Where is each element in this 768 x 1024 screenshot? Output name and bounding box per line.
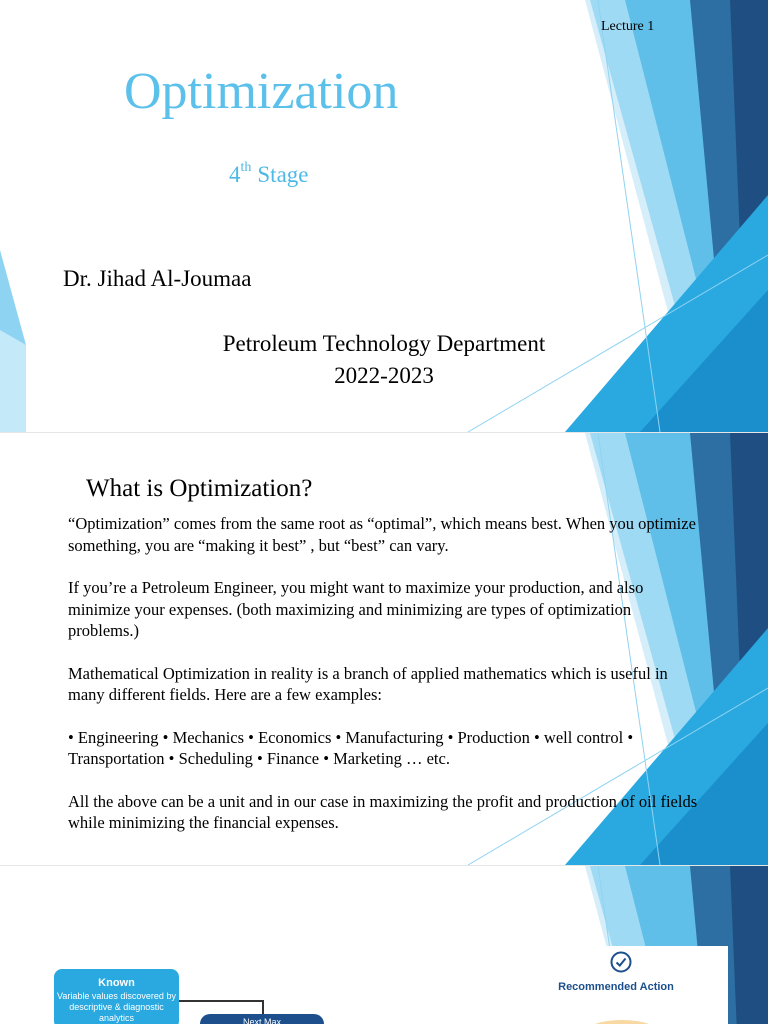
lecture-label: Lecture 1 xyxy=(601,19,655,34)
known-title: Known xyxy=(98,977,135,989)
academic-year: 2022-2023 xyxy=(334,363,434,388)
checkmark-circle-icon xyxy=(610,951,632,973)
recommended-action-label: Recommended Action xyxy=(558,981,674,993)
section-heading: What is Optimization? xyxy=(86,475,313,502)
department-block xyxy=(204,328,564,392)
stage-word: Stage xyxy=(257,162,309,187)
next-box: Next Max xyxy=(200,1014,324,1024)
decorative-blob xyxy=(582,1020,662,1024)
author-name: Dr. Jihad Al-Joumaa xyxy=(63,266,252,291)
recommended-action-card xyxy=(542,946,728,1024)
diagram-slide xyxy=(0,866,768,1024)
paragraph-definition: “Optimization” comes from the same root as “optimal”, which means best. When you optimize something, you are “making it best” , but “best” can vary. xyxy=(68,514,696,555)
title-slide xyxy=(0,0,768,432)
stage-label xyxy=(229,162,309,188)
content-slide xyxy=(0,433,768,865)
paragraph-mathematical: Mathematical Optimization in reality is a branch of applied mathematics which is useful in many different fields. Here are a few examples: xyxy=(68,663,668,704)
body-text xyxy=(68,513,698,855)
stage-suffix: th xyxy=(240,160,252,176)
department-name: Petroleum Technology Department xyxy=(222,331,546,356)
slide-title: Optimization xyxy=(124,63,399,120)
known-description: Variable values discovered by descriptive & diagnostic analytics xyxy=(57,991,176,1023)
paragraph-petroleum: If you’re a Petroleum Engineer, you might want to maximize your production, and also minimize your expenses. (both maximizing and minimizing are types of optimization problems.) xyxy=(68,578,644,640)
stage-number: 4 xyxy=(229,162,241,187)
known-box xyxy=(54,969,179,1024)
paragraph-summary: All the above can be a unit and in our case in maximizing the profit and production of oil fields while minimizing the financial expenses. xyxy=(68,791,698,832)
paragraph-examples: • Engineering • Mechanics • Economics • Manufacturing • Production • well control • Transportation • Scheduling • Finance • Marketing … etc. xyxy=(68,727,634,768)
